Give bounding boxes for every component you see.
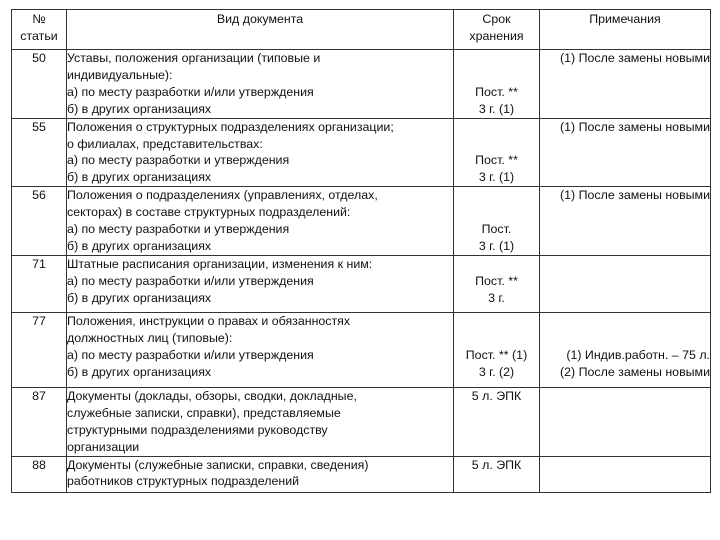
document-type [67,387,454,456]
article-number: 87 [12,387,67,456]
article-number: 56 [12,187,67,256]
note-line: (1) После замены новыми [560,51,710,65]
document-line: организации [67,439,140,454]
document-line: Документы (доклады, обзоры, сводки, докладные, [67,388,357,403]
note [540,312,711,387]
document-line: а) по месту разработки и/или утверждения [67,347,314,362]
retention-term [454,50,540,119]
table-row [12,456,711,492]
document-line: Документы (служебные записки, справки, сведения) [67,457,369,472]
note [540,118,711,187]
retention-term [454,118,540,187]
term-line: Пост. ** [475,84,518,99]
header-document-type: Вид документа [67,10,454,50]
term-line: 3 г. (2) [478,364,515,379]
term-line: 3 г. (1) [478,238,515,253]
table-row [12,50,711,119]
document-line: служебные записки, справки), представляемые [67,405,341,420]
article-number: 71 [12,255,67,312]
header-notes: Примечания [540,10,711,50]
document-type [67,312,454,387]
term-line: 5 л. ЭПК [471,457,522,472]
note [540,255,711,312]
article-number: 88 [12,456,67,492]
term-line: Пост. [481,222,512,237]
table-row [12,255,711,312]
document-line: Штатные расписания организации, изменения к ним: [67,256,373,271]
document-type [67,456,454,492]
document-line: Положения о подразделениях (управлениях, отделах, [67,188,378,203]
note [540,456,711,492]
document-line: работников структурных подразделений [67,474,300,489]
document-type [67,187,454,256]
document-line: б) в других организациях [67,101,212,116]
table-row [12,187,711,256]
note-line: (1) После замены новыми [560,188,710,203]
document-line: б) в других организациях [67,364,212,379]
term-line: 3 г. [488,290,505,305]
note-line: (1) Индив.работн. – 75 л. [566,347,710,362]
term-line: 3 г. (1) [478,170,515,185]
document-line: индивидуальные): [67,67,173,82]
term-line: Пост. ** (1) [465,347,528,362]
document-line: а) по месту разработки и/или утверждения [67,84,314,99]
document-line: б) в других организациях [67,290,212,305]
document-line: б) в других организациях [67,238,212,253]
retention-term [454,456,540,492]
retention-term [454,387,540,456]
document-line: секторах) в составе структурных подразделений: [67,205,351,220]
article-number: 55 [12,118,67,187]
document-line: а) по месту разработки и/или утверждения [67,273,314,288]
document-line: должностных лиц (типовые): [67,330,233,345]
document-line: а) по месту разработки и утверждения [67,222,290,237]
document-type [67,118,454,187]
term-line: 3 г. (1) [478,101,515,116]
note [540,387,711,456]
article-number: 50 [12,50,67,119]
term-line: 5 л. ЭПК [471,388,522,403]
note-line: (2) После замены новыми [560,364,710,379]
document-line: Положения, инструкции о правах и обязанностях [67,313,351,328]
retention-table [11,9,711,493]
document-line: структурными подразделениями руководству [67,422,328,437]
document-line: Положения о структурных подразделениях организации; [67,119,394,134]
note [540,187,711,256]
document-line: а) по месту разработки и утверждения [67,153,290,168]
note-line: (1) После замены новыми [560,119,710,134]
table-row [12,387,711,456]
table-row [12,312,711,387]
retention-term [454,312,540,387]
header-row [12,10,711,50]
table-row [12,118,711,187]
document-type [67,255,454,312]
retention-term [454,187,540,256]
article-number: 77 [12,312,67,387]
retention-term [454,255,540,312]
header-article-number: № статьи [12,10,67,50]
document-line: о филиалах, представительствах: [67,136,263,151]
document-line: б) в других организациях [67,170,212,185]
term-line: Пост. ** [475,153,518,168]
term-line: Пост. ** [475,273,518,288]
note [540,50,711,119]
header-retention-term: Срок хранения [454,10,540,50]
document-line: Уставы, положения организации (типовые и [67,51,321,65]
document-type [67,50,454,119]
